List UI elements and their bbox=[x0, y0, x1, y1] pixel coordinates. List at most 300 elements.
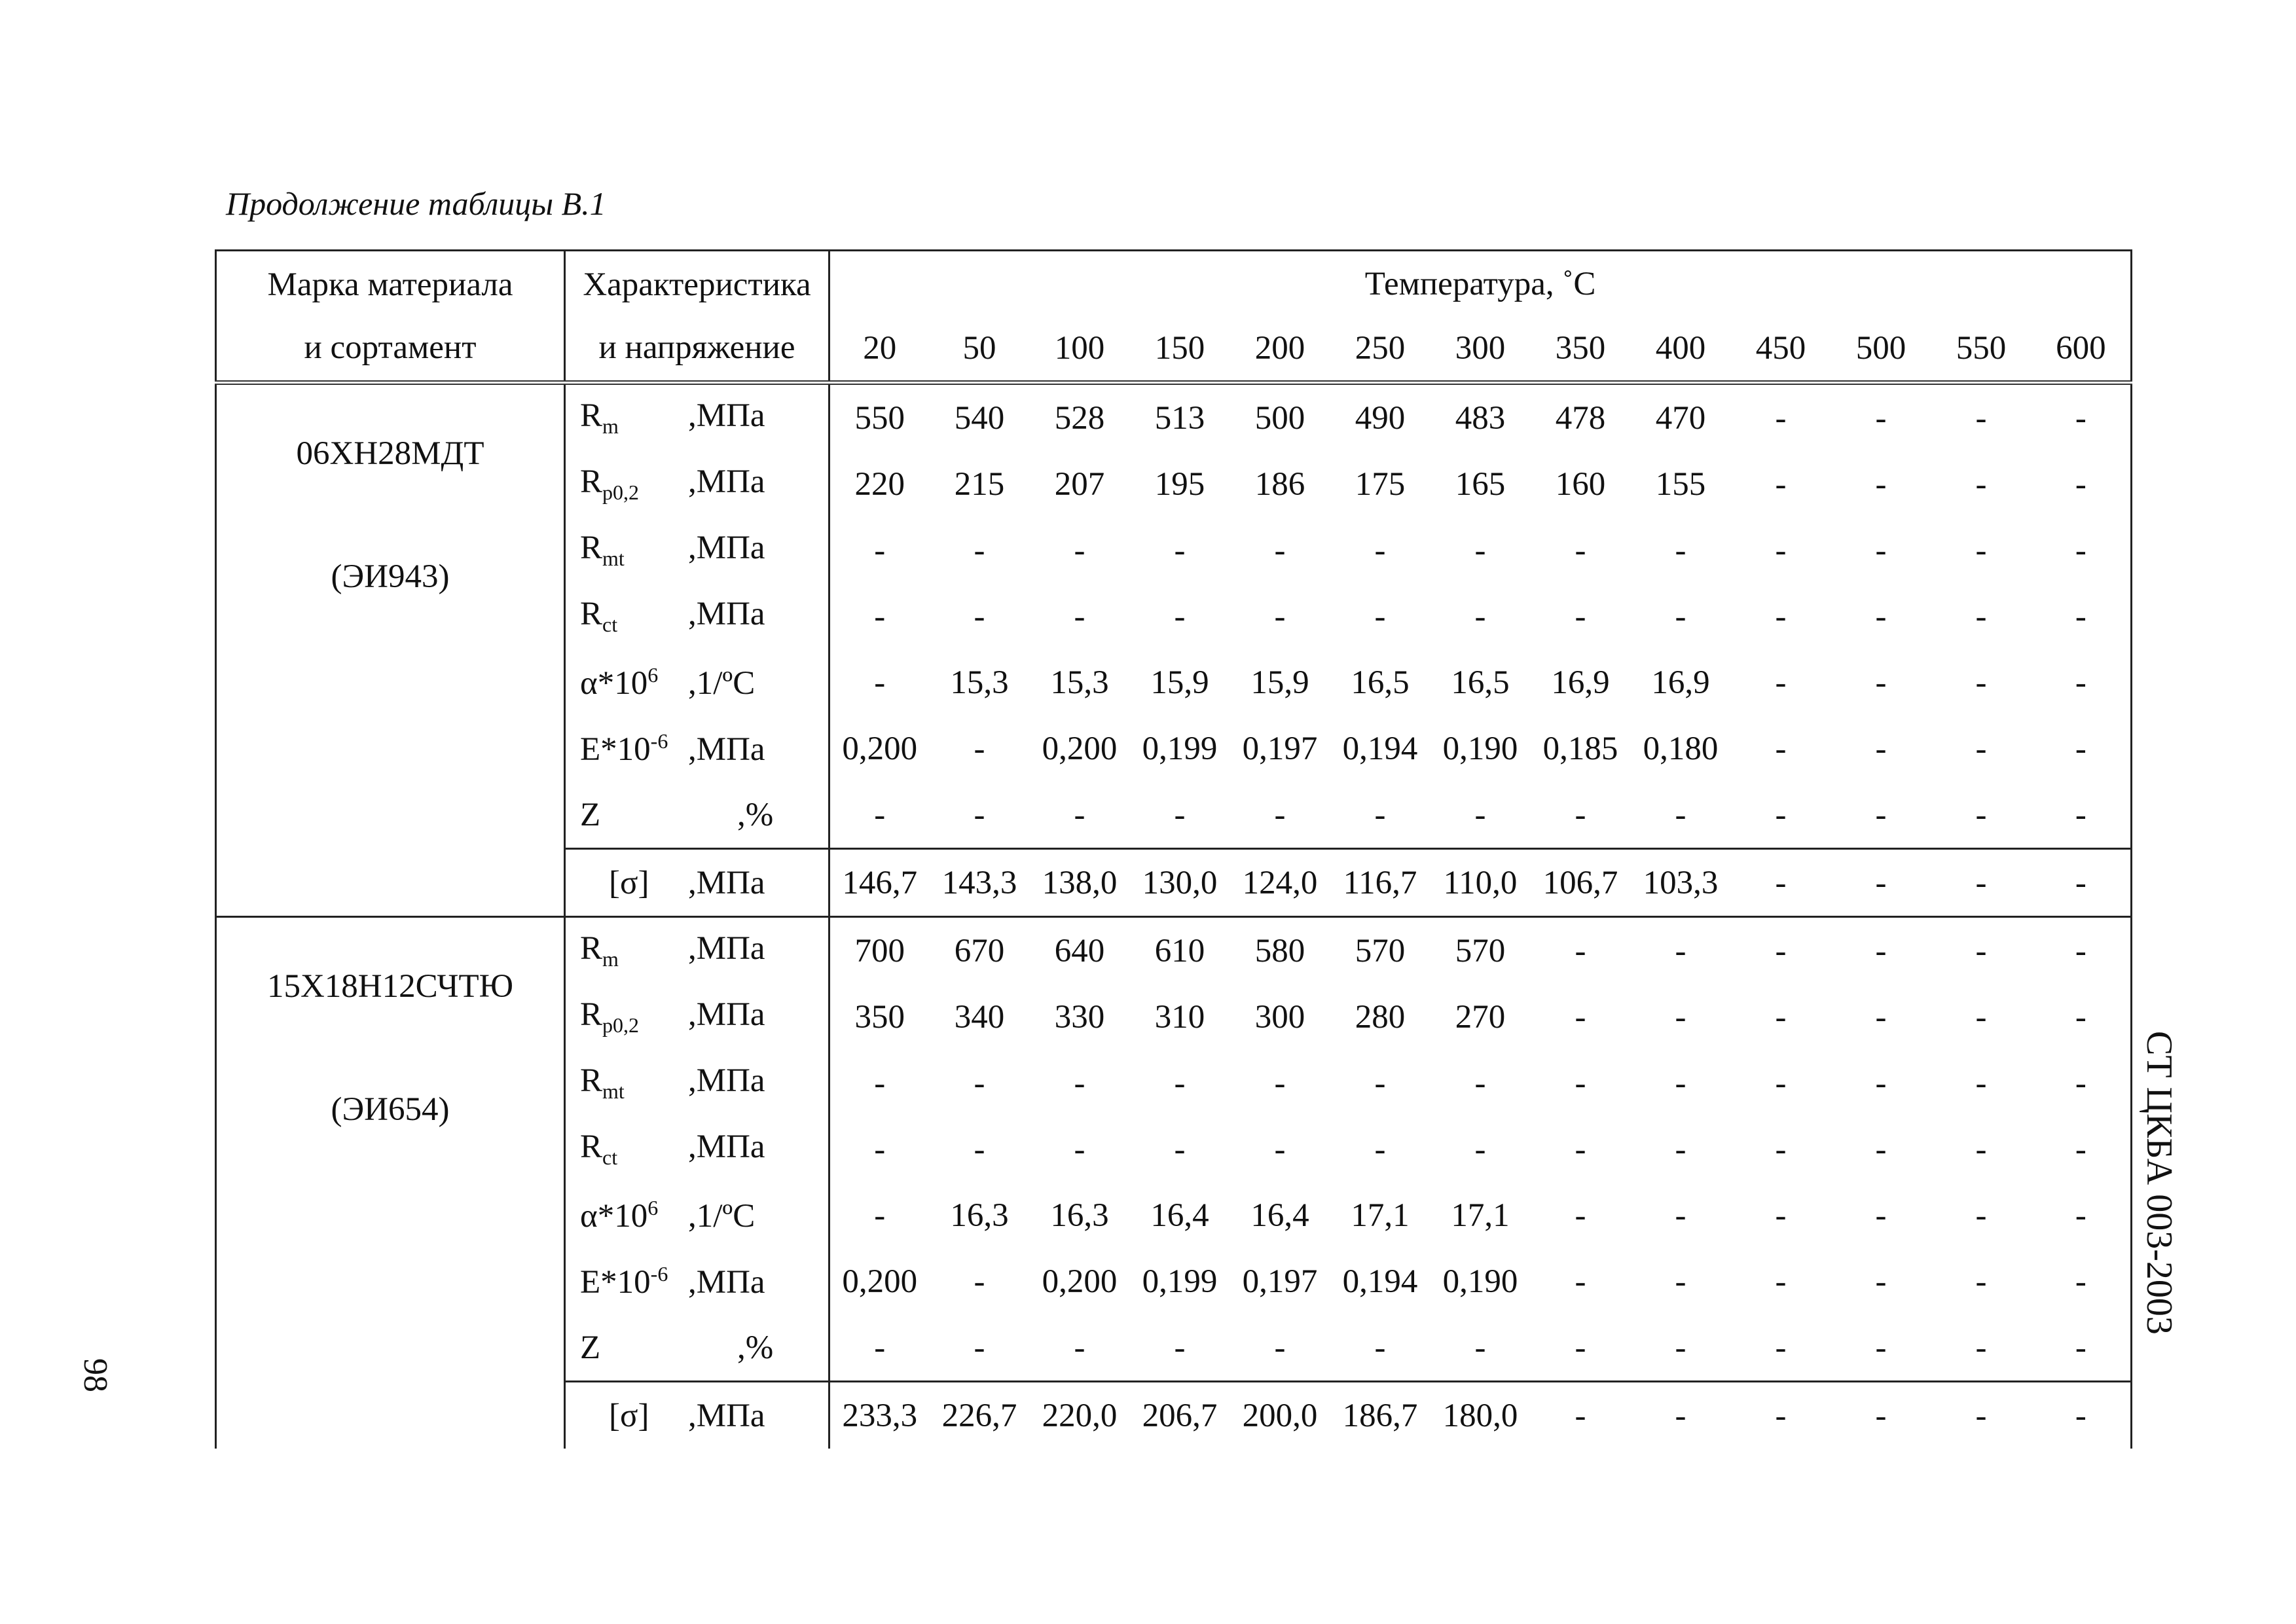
value-cell: - bbox=[1975, 1064, 1987, 1102]
value-cell: - bbox=[1631, 1382, 1731, 1449]
characteristic-unit: ,МПа bbox=[688, 1062, 765, 1100]
symbol-subscript: p0,2 bbox=[602, 480, 640, 505]
header-temp-3: 150 bbox=[1130, 317, 1230, 383]
header-char-line2: и напряжение bbox=[598, 329, 795, 366]
value-cell: 0,190 bbox=[1442, 730, 1518, 767]
characteristic-symbol bbox=[576, 729, 688, 768]
value-cell: - bbox=[1931, 849, 2032, 917]
characteristic-unit: ,МПа bbox=[688, 1128, 765, 1166]
value-cell: - bbox=[1875, 532, 1887, 569]
symbol-base: R bbox=[580, 596, 603, 633]
characteristic-unit: ,МПа bbox=[688, 731, 765, 768]
value-cell: 186 bbox=[1254, 465, 1305, 503]
value-cell: - bbox=[1575, 1130, 1586, 1168]
value-cell: 513 bbox=[1154, 399, 1205, 437]
symbol-superscript: -6 bbox=[650, 729, 668, 753]
value-cell: 16,5 bbox=[1351, 664, 1410, 701]
value-cell: - bbox=[2032, 649, 2132, 715]
header-temp-5: 250 bbox=[1330, 317, 1430, 383]
value-cell: 478 bbox=[1555, 399, 1606, 437]
value-cell: - bbox=[1775, 399, 1787, 437]
value-cell: - bbox=[2032, 383, 2132, 452]
value-cell: - bbox=[1875, 1197, 1887, 1234]
value-cell: 220 bbox=[854, 465, 905, 503]
characteristic-cell bbox=[565, 649, 829, 715]
value-cell: - bbox=[1474, 1064, 1486, 1102]
value-cell: - bbox=[1875, 998, 1887, 1036]
value-cell: - bbox=[1975, 998, 1987, 1036]
material-name-line: 15Х18Н12СЧТЮ bbox=[266, 967, 514, 1005]
value-cell: - bbox=[1875, 465, 1887, 503]
material-name-line: 06ХН28МДТ bbox=[296, 435, 484, 472]
value-cell: 570 bbox=[1455, 932, 1506, 969]
characteristic-unit: ,% bbox=[737, 1329, 774, 1366]
symbol-subscript: mt bbox=[602, 547, 625, 571]
material-cell bbox=[216, 917, 565, 1449]
value-cell: 206,7 bbox=[1130, 1382, 1230, 1449]
value-cell: - bbox=[1074, 598, 1085, 635]
characteristic-symbol bbox=[576, 1128, 688, 1170]
value-cell: 470 bbox=[1655, 399, 1706, 437]
characteristic-symbol: [σ] bbox=[609, 864, 649, 901]
characteristic-symbol bbox=[576, 796, 688, 834]
value-cell: - bbox=[1675, 932, 1686, 969]
value-cell: - bbox=[974, 1329, 985, 1366]
value-cell: 146,7 bbox=[829, 849, 930, 917]
value-cell: - bbox=[1274, 532, 1286, 569]
header-temp-1: 50 bbox=[930, 317, 1030, 383]
value-cell: - bbox=[1775, 730, 1787, 767]
value-cell: - bbox=[1575, 598, 1586, 635]
table-body bbox=[216, 383, 2132, 1449]
value-cell: - bbox=[2032, 583, 2132, 649]
symbol-base: R bbox=[580, 996, 603, 1034]
properties-table bbox=[215, 249, 2132, 1449]
value-cell: - bbox=[1575, 998, 1586, 1036]
value-cell: 0,197 bbox=[1242, 1263, 1318, 1300]
value-cell: 640 bbox=[1054, 932, 1105, 969]
symbol-base: R bbox=[580, 1062, 603, 1100]
characteristic-cell bbox=[565, 1050, 829, 1116]
value-cell: 0,200 bbox=[1042, 1263, 1118, 1300]
value-cell: - bbox=[1575, 796, 1586, 833]
value-cell: - bbox=[1975, 1263, 1987, 1300]
value-cell: - bbox=[1675, 1263, 1686, 1300]
characteristic-symbol bbox=[576, 595, 688, 637]
symbol-subscript: ct bbox=[602, 1146, 618, 1170]
characteristic-cell bbox=[565, 1116, 829, 1182]
value-cell: 220,0 bbox=[1030, 1382, 1130, 1449]
value-cell: 0,185 bbox=[1542, 730, 1618, 767]
value-cell: - bbox=[1775, 1329, 1787, 1366]
value-cell: 207 bbox=[1054, 465, 1105, 503]
value-cell: 215 bbox=[954, 465, 1005, 503]
symbol-superscript: 6 bbox=[647, 1195, 659, 1219]
value-cell: 130,0 bbox=[1130, 849, 1230, 917]
value-cell: - bbox=[874, 598, 886, 635]
value-cell: 483 bbox=[1455, 399, 1506, 437]
value-cell: - bbox=[1975, 796, 1987, 833]
value-cell: 16,3 bbox=[950, 1197, 1009, 1234]
value-cell: 16,3 bbox=[1050, 1197, 1109, 1234]
document-code: СТ ЦКБА 003-2003 bbox=[2139, 1031, 2179, 1335]
value-cell: - bbox=[1074, 1130, 1085, 1168]
value-cell: 0,200 bbox=[842, 1263, 918, 1300]
value-cell: - bbox=[874, 532, 886, 569]
value-cell: - bbox=[1675, 998, 1686, 1036]
value-cell: 16,5 bbox=[1451, 664, 1510, 701]
value-cell: - bbox=[1775, 932, 1787, 969]
characteristic-symbol: [σ] bbox=[609, 1397, 649, 1434]
value-cell: 186,7 bbox=[1330, 1382, 1430, 1449]
characteristic-symbol bbox=[576, 1062, 688, 1104]
value-cell: - bbox=[1975, 730, 1987, 767]
value-cell: - bbox=[1074, 796, 1085, 833]
table-row bbox=[216, 383, 2132, 452]
value-cell: - bbox=[1675, 1064, 1686, 1102]
value-cell: - bbox=[2032, 1314, 2132, 1382]
value-cell: 16,9 bbox=[1551, 664, 1610, 701]
value-cell: - bbox=[1875, 399, 1887, 437]
value-cell: - bbox=[1531, 1382, 1631, 1449]
value-cell: 175 bbox=[1355, 465, 1406, 503]
value-cell: 15,3 bbox=[950, 664, 1009, 701]
value-cell: - bbox=[1374, 796, 1386, 833]
material-name-line: (ЭИ654) bbox=[331, 1091, 450, 1128]
value-cell: - bbox=[874, 796, 886, 833]
value-cell: 310 bbox=[1154, 998, 1205, 1036]
characteristic-symbol bbox=[576, 397, 688, 439]
value-cell: - bbox=[2032, 517, 2132, 583]
value-cell: 0,197 bbox=[1242, 730, 1318, 767]
symbol-base: R bbox=[580, 530, 603, 567]
value-cell: - bbox=[1074, 532, 1085, 569]
symbol-subscript: p0,2 bbox=[602, 1013, 640, 1038]
symbol-base: E*10 bbox=[580, 731, 651, 768]
value-cell: 165 bbox=[1455, 465, 1506, 503]
characteristic-symbol bbox=[576, 1329, 688, 1367]
value-cell: - bbox=[2032, 917, 2132, 984]
header-temperature: Температура, ˚С bbox=[829, 251, 2132, 317]
symbol-superscript: -6 bbox=[650, 1261, 668, 1286]
value-cell: - bbox=[1775, 1197, 1787, 1234]
header-temp-8: 400 bbox=[1631, 317, 1731, 383]
value-cell: - bbox=[1675, 1130, 1686, 1168]
value-cell: - bbox=[1975, 532, 1987, 569]
value-cell: - bbox=[1975, 598, 1987, 635]
characteristic-unit: ,1/ºC bbox=[688, 664, 756, 702]
symbol-subscript: m bbox=[602, 947, 619, 971]
value-cell: - bbox=[1775, 796, 1787, 833]
value-cell: - bbox=[1675, 1197, 1686, 1234]
value-cell: - bbox=[1274, 1130, 1286, 1168]
value-cell: - bbox=[2032, 1116, 2132, 1182]
characteristic-symbol bbox=[576, 529, 688, 571]
value-cell: - bbox=[1775, 598, 1787, 635]
symbol-subscript: m bbox=[602, 414, 619, 439]
value-cell: - bbox=[1975, 1130, 1987, 1168]
value-cell: - bbox=[2032, 782, 2132, 849]
value-cell: - bbox=[1775, 664, 1787, 701]
value-cell: 0,199 bbox=[1142, 730, 1218, 767]
characteristic-cell bbox=[565, 383, 829, 452]
value-cell: 0,200 bbox=[842, 730, 918, 767]
symbol-base: E*10 bbox=[580, 1263, 651, 1301]
value-cell: 200,0 bbox=[1230, 1382, 1330, 1449]
value-cell: 340 bbox=[954, 998, 1005, 1036]
value-cell: - bbox=[1675, 796, 1686, 833]
value-cell: 226,7 bbox=[930, 1382, 1030, 1449]
value-cell: - bbox=[2032, 1382, 2132, 1449]
value-cell: 15,9 bbox=[1150, 664, 1209, 701]
value-cell: - bbox=[974, 1064, 985, 1102]
value-cell: - bbox=[974, 796, 985, 833]
value-cell: 610 bbox=[1154, 932, 1205, 969]
value-cell: 195 bbox=[1154, 465, 1205, 503]
header-temp-4: 200 bbox=[1230, 317, 1330, 383]
characteristic-cell bbox=[565, 583, 829, 649]
header-char-line1: Характеристика bbox=[583, 266, 811, 303]
characteristic-symbol bbox=[576, 929, 688, 971]
value-cell: 124,0 bbox=[1230, 849, 1330, 917]
value-cell: - bbox=[1474, 532, 1486, 569]
symbol-base: R bbox=[580, 930, 603, 967]
header-temp-10: 500 bbox=[1831, 317, 1931, 383]
symbol-base: R bbox=[580, 397, 603, 435]
value-cell: - bbox=[874, 1329, 886, 1366]
value-cell: 106,7 bbox=[1531, 849, 1631, 917]
value-cell: - bbox=[1731, 849, 1831, 917]
value-cell: - bbox=[1975, 465, 1987, 503]
value-cell: 0,200 bbox=[1042, 730, 1118, 767]
value-cell: 15,3 bbox=[1050, 664, 1109, 701]
value-cell: 300 bbox=[1254, 998, 1305, 1036]
value-cell: 17,1 bbox=[1451, 1197, 1510, 1234]
value-cell: 0,194 bbox=[1342, 1263, 1418, 1300]
characteristic-unit: ,МПа bbox=[688, 996, 765, 1034]
value-cell: 270 bbox=[1455, 998, 1506, 1036]
characteristic-unit: ,МПа bbox=[688, 1263, 765, 1301]
characteristic-symbol bbox=[576, 1196, 688, 1235]
symbol-base: α*10 bbox=[580, 1197, 648, 1235]
value-cell: - bbox=[1875, 664, 1887, 701]
header-row-1 bbox=[216, 251, 2132, 317]
value-cell: 143,3 bbox=[930, 849, 1030, 917]
value-cell: - bbox=[1875, 1064, 1887, 1102]
value-cell: - bbox=[1831, 1382, 1931, 1449]
value-cell: 155 bbox=[1655, 465, 1706, 503]
value-cell: - bbox=[1675, 598, 1686, 635]
header-temp-11: 550 bbox=[1931, 317, 2032, 383]
characteristic-unit: ,МПа bbox=[688, 930, 765, 967]
value-cell: 16,4 bbox=[1250, 1197, 1309, 1234]
value-cell: - bbox=[1575, 932, 1586, 969]
symbol-base: R bbox=[580, 463, 603, 501]
value-cell: - bbox=[1931, 1382, 2032, 1449]
characteristic-unit: ,МПа bbox=[688, 596, 765, 633]
characteristic-unit: ,МПа bbox=[688, 864, 765, 901]
value-cell: - bbox=[1775, 1263, 1787, 1300]
symbol-base: Z bbox=[580, 796, 601, 833]
characteristic-unit: ,% bbox=[737, 796, 774, 833]
characteristic-cell bbox=[565, 1382, 829, 1449]
value-cell: - bbox=[1575, 1064, 1586, 1102]
value-cell: - bbox=[1875, 598, 1887, 635]
symbol-base: Z bbox=[580, 1329, 601, 1366]
value-cell: 0,199 bbox=[1142, 1263, 1218, 1300]
value-cell: - bbox=[1174, 1130, 1186, 1168]
characteristic-cell bbox=[565, 1182, 829, 1248]
value-cell: - bbox=[974, 1130, 985, 1168]
value-cell: - bbox=[1875, 1263, 1887, 1300]
symbol-base: R bbox=[580, 1128, 603, 1166]
value-cell: - bbox=[2032, 451, 2132, 517]
characteristic-cell bbox=[565, 782, 829, 849]
value-cell: - bbox=[2032, 1050, 2132, 1116]
value-cell: - bbox=[2032, 849, 2132, 917]
value-cell: - bbox=[1274, 598, 1286, 635]
value-cell: 180,0 bbox=[1430, 1382, 1531, 1449]
value-cell: - bbox=[1575, 1263, 1586, 1300]
header-temp-9: 450 bbox=[1731, 317, 1831, 383]
value-cell: - bbox=[874, 1197, 886, 1234]
value-cell: 280 bbox=[1355, 998, 1406, 1036]
value-cell: - bbox=[1374, 1064, 1386, 1102]
value-cell: - bbox=[1975, 932, 1987, 969]
value-cell: - bbox=[1731, 1382, 1831, 1449]
value-cell: - bbox=[874, 1064, 886, 1102]
characteristic-unit: ,МПа bbox=[688, 397, 765, 435]
value-cell: - bbox=[1474, 1130, 1486, 1168]
characteristic-symbol bbox=[576, 1262, 688, 1301]
header-material-line2: и сортамент bbox=[304, 329, 477, 366]
value-cell: - bbox=[1274, 1064, 1286, 1102]
value-cell: 0,190 bbox=[1442, 1263, 1518, 1300]
value-cell: 540 bbox=[954, 399, 1005, 437]
value-cell: - bbox=[1174, 598, 1186, 635]
value-cell: 330 bbox=[1054, 998, 1105, 1036]
value-cell: - bbox=[1875, 1130, 1887, 1168]
value-cell: - bbox=[974, 532, 985, 569]
value-cell: 233,3 bbox=[829, 1382, 930, 1449]
symbol-superscript: 6 bbox=[647, 662, 659, 687]
value-cell: - bbox=[2032, 1248, 2132, 1314]
value-cell: 103,3 bbox=[1631, 849, 1731, 917]
symbol-base: α*10 bbox=[580, 664, 648, 702]
characteristic-cell bbox=[565, 451, 829, 517]
value-cell: 528 bbox=[1054, 399, 1105, 437]
value-cell: - bbox=[1274, 1329, 1286, 1366]
characteristic-unit: ,1/ºC bbox=[688, 1197, 756, 1235]
characteristic-cell bbox=[565, 917, 829, 984]
value-cell: - bbox=[1074, 1064, 1085, 1102]
value-cell: - bbox=[1775, 998, 1787, 1036]
value-cell: 550 bbox=[854, 399, 905, 437]
table-row bbox=[216, 917, 2132, 984]
header-temp-2: 100 bbox=[1030, 317, 1130, 383]
characteristic-unit: ,МПа bbox=[688, 1397, 765, 1434]
header-temp-0: 20 bbox=[829, 317, 930, 383]
value-cell: - bbox=[874, 664, 886, 701]
value-cell: - bbox=[974, 730, 985, 767]
value-cell: 138,0 bbox=[1030, 849, 1130, 917]
value-cell: - bbox=[1174, 532, 1186, 569]
value-cell: - bbox=[1975, 664, 1987, 701]
value-cell: 570 bbox=[1355, 932, 1406, 969]
header-characteristic bbox=[565, 251, 829, 383]
value-cell: - bbox=[1374, 598, 1386, 635]
value-cell: - bbox=[2032, 1182, 2132, 1248]
value-cell: - bbox=[1174, 796, 1186, 833]
value-cell: - bbox=[1831, 849, 1931, 917]
value-cell: - bbox=[974, 598, 985, 635]
value-cell: - bbox=[1374, 1130, 1386, 1168]
characteristic-cell bbox=[565, 1248, 829, 1314]
value-cell: - bbox=[1174, 1329, 1186, 1366]
value-cell: - bbox=[1775, 465, 1787, 503]
characteristic-symbol bbox=[576, 996, 688, 1038]
value-cell: - bbox=[1174, 1064, 1186, 1102]
characteristic-cell bbox=[565, 849, 829, 917]
characteristic-unit: ,МПа bbox=[688, 530, 765, 567]
header-temp-6: 300 bbox=[1430, 317, 1531, 383]
page-number: 98 bbox=[77, 1358, 114, 1392]
characteristic-cell bbox=[565, 517, 829, 583]
value-cell: - bbox=[974, 1263, 985, 1300]
value-cell: - bbox=[1975, 399, 1987, 437]
value-cell: 580 bbox=[1254, 932, 1305, 969]
value-cell: - bbox=[1575, 532, 1586, 569]
header-temp-7: 350 bbox=[1531, 317, 1631, 383]
value-cell: - bbox=[1474, 796, 1486, 833]
value-cell: - bbox=[1374, 532, 1386, 569]
value-cell: 160 bbox=[1555, 465, 1606, 503]
value-cell: - bbox=[1875, 796, 1887, 833]
value-cell: 110,0 bbox=[1430, 849, 1531, 917]
header-material-line1: Марка материала bbox=[267, 266, 513, 303]
value-cell: - bbox=[1575, 1329, 1586, 1366]
value-cell: - bbox=[2032, 984, 2132, 1050]
value-cell: - bbox=[1575, 1197, 1586, 1234]
value-cell: - bbox=[1775, 532, 1787, 569]
value-cell: 16,9 bbox=[1651, 664, 1710, 701]
symbol-subscript: mt bbox=[602, 1079, 625, 1104]
value-cell: 0,194 bbox=[1342, 730, 1418, 767]
value-cell: - bbox=[874, 1130, 886, 1168]
value-cell: 700 bbox=[854, 932, 905, 969]
value-cell: - bbox=[1374, 1329, 1386, 1366]
table-caption: Продолжение таблицы В.1 bbox=[226, 185, 606, 222]
characteristic-cell bbox=[565, 715, 829, 782]
value-cell: - bbox=[1675, 532, 1686, 569]
characteristic-symbol bbox=[576, 663, 688, 702]
value-cell: - bbox=[1875, 730, 1887, 767]
header-temp-12: 600 bbox=[2032, 317, 2132, 383]
symbol-subscript: ct bbox=[602, 613, 618, 637]
value-cell: - bbox=[1875, 1329, 1887, 1366]
value-cell: 17,1 bbox=[1351, 1197, 1410, 1234]
value-cell: - bbox=[1975, 1197, 1987, 1234]
value-cell: 500 bbox=[1254, 399, 1305, 437]
value-cell: - bbox=[1074, 1329, 1085, 1366]
value-cell: 670 bbox=[954, 932, 1005, 969]
value-cell: - bbox=[1975, 1329, 1987, 1366]
value-cell: - bbox=[1775, 1064, 1787, 1102]
value-cell: 490 bbox=[1355, 399, 1406, 437]
material-name-line: (ЭИ943) bbox=[331, 558, 450, 595]
value-cell: 16,4 bbox=[1150, 1197, 1209, 1234]
value-cell: 15,9 bbox=[1250, 664, 1309, 701]
